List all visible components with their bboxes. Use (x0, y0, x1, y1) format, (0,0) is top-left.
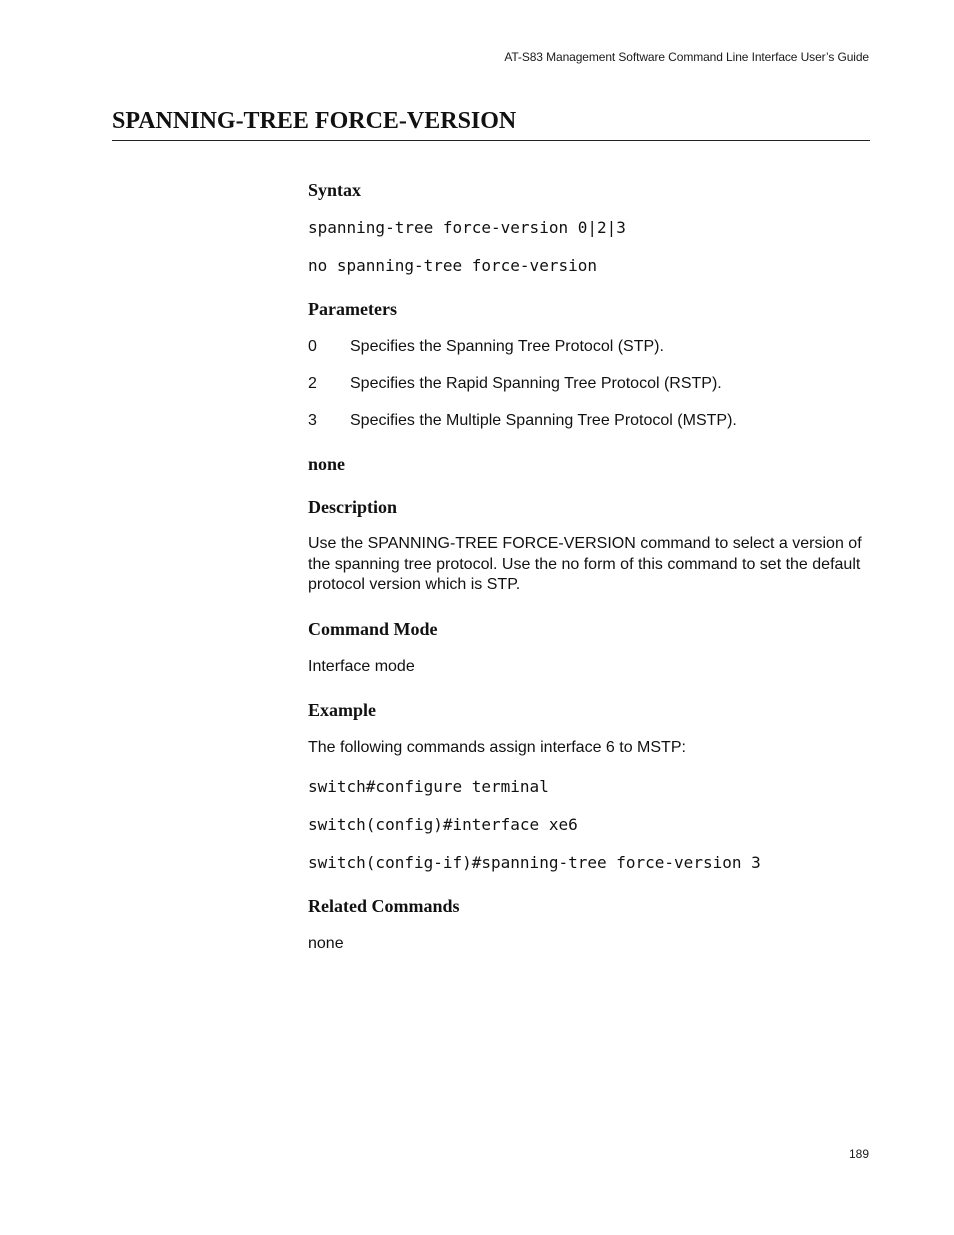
syntax-heading: Syntax (308, 180, 362, 200)
parameter-description: Specifies the Spanning Tree Protocol (STP). (350, 338, 664, 355)
related-commands-text: none (308, 934, 344, 952)
parameter-item (308, 337, 870, 357)
example-heading: Example (308, 700, 377, 720)
command-mode-text: Interface mode (308, 657, 415, 675)
syntax-line: spanning-tree force-version 0|2|3 (308, 218, 626, 237)
syntax-line: no spanning-tree force-version (308, 256, 597, 275)
parameter-key: 3 (308, 412, 317, 429)
example-command-line: switch#configure terminal (308, 776, 549, 796)
description-heading: Description (308, 497, 397, 517)
command-mode-heading: Command Mode (308, 618, 438, 639)
parameters-default-label: none (308, 454, 346, 474)
running-header: AT-S83 Management Software Command Line Interface User’s Guide (504, 50, 869, 64)
example-command-line: switch(config)#interface xe6 (308, 814, 578, 834)
content-column (308, 180, 870, 954)
example-intro: The following commands assign interface 6 to MSTP: (308, 739, 686, 756)
parameter-key: 0 (308, 338, 317, 355)
example-command-line: switch(config-if)#spanning-tree force-version 3 (308, 852, 761, 872)
description-text: Use the SPANNING-TREE FORCE-VERSION command to select a version of the spanning tree protocol. Use the no form of this command to set the default protocol version which is STP. (308, 535, 862, 593)
page-number: 189 (848, 1147, 869, 1161)
title-rule (112, 140, 870, 141)
parameter-item (308, 411, 870, 431)
parameter-item (308, 374, 870, 394)
parameters-heading: Parameters (308, 299, 397, 319)
parameter-description: Specifies the Rapid Spanning Tree Protocol (RSTP). (350, 375, 722, 392)
parameter-key: 2 (308, 375, 317, 392)
page-title: SPANNING-TREE FORCE-VERSION (112, 108, 517, 134)
related-commands-heading: Related Commands (308, 895, 460, 916)
parameter-description: Specifies the Multiple Spanning Tree Protocol (MSTP). (350, 412, 737, 429)
